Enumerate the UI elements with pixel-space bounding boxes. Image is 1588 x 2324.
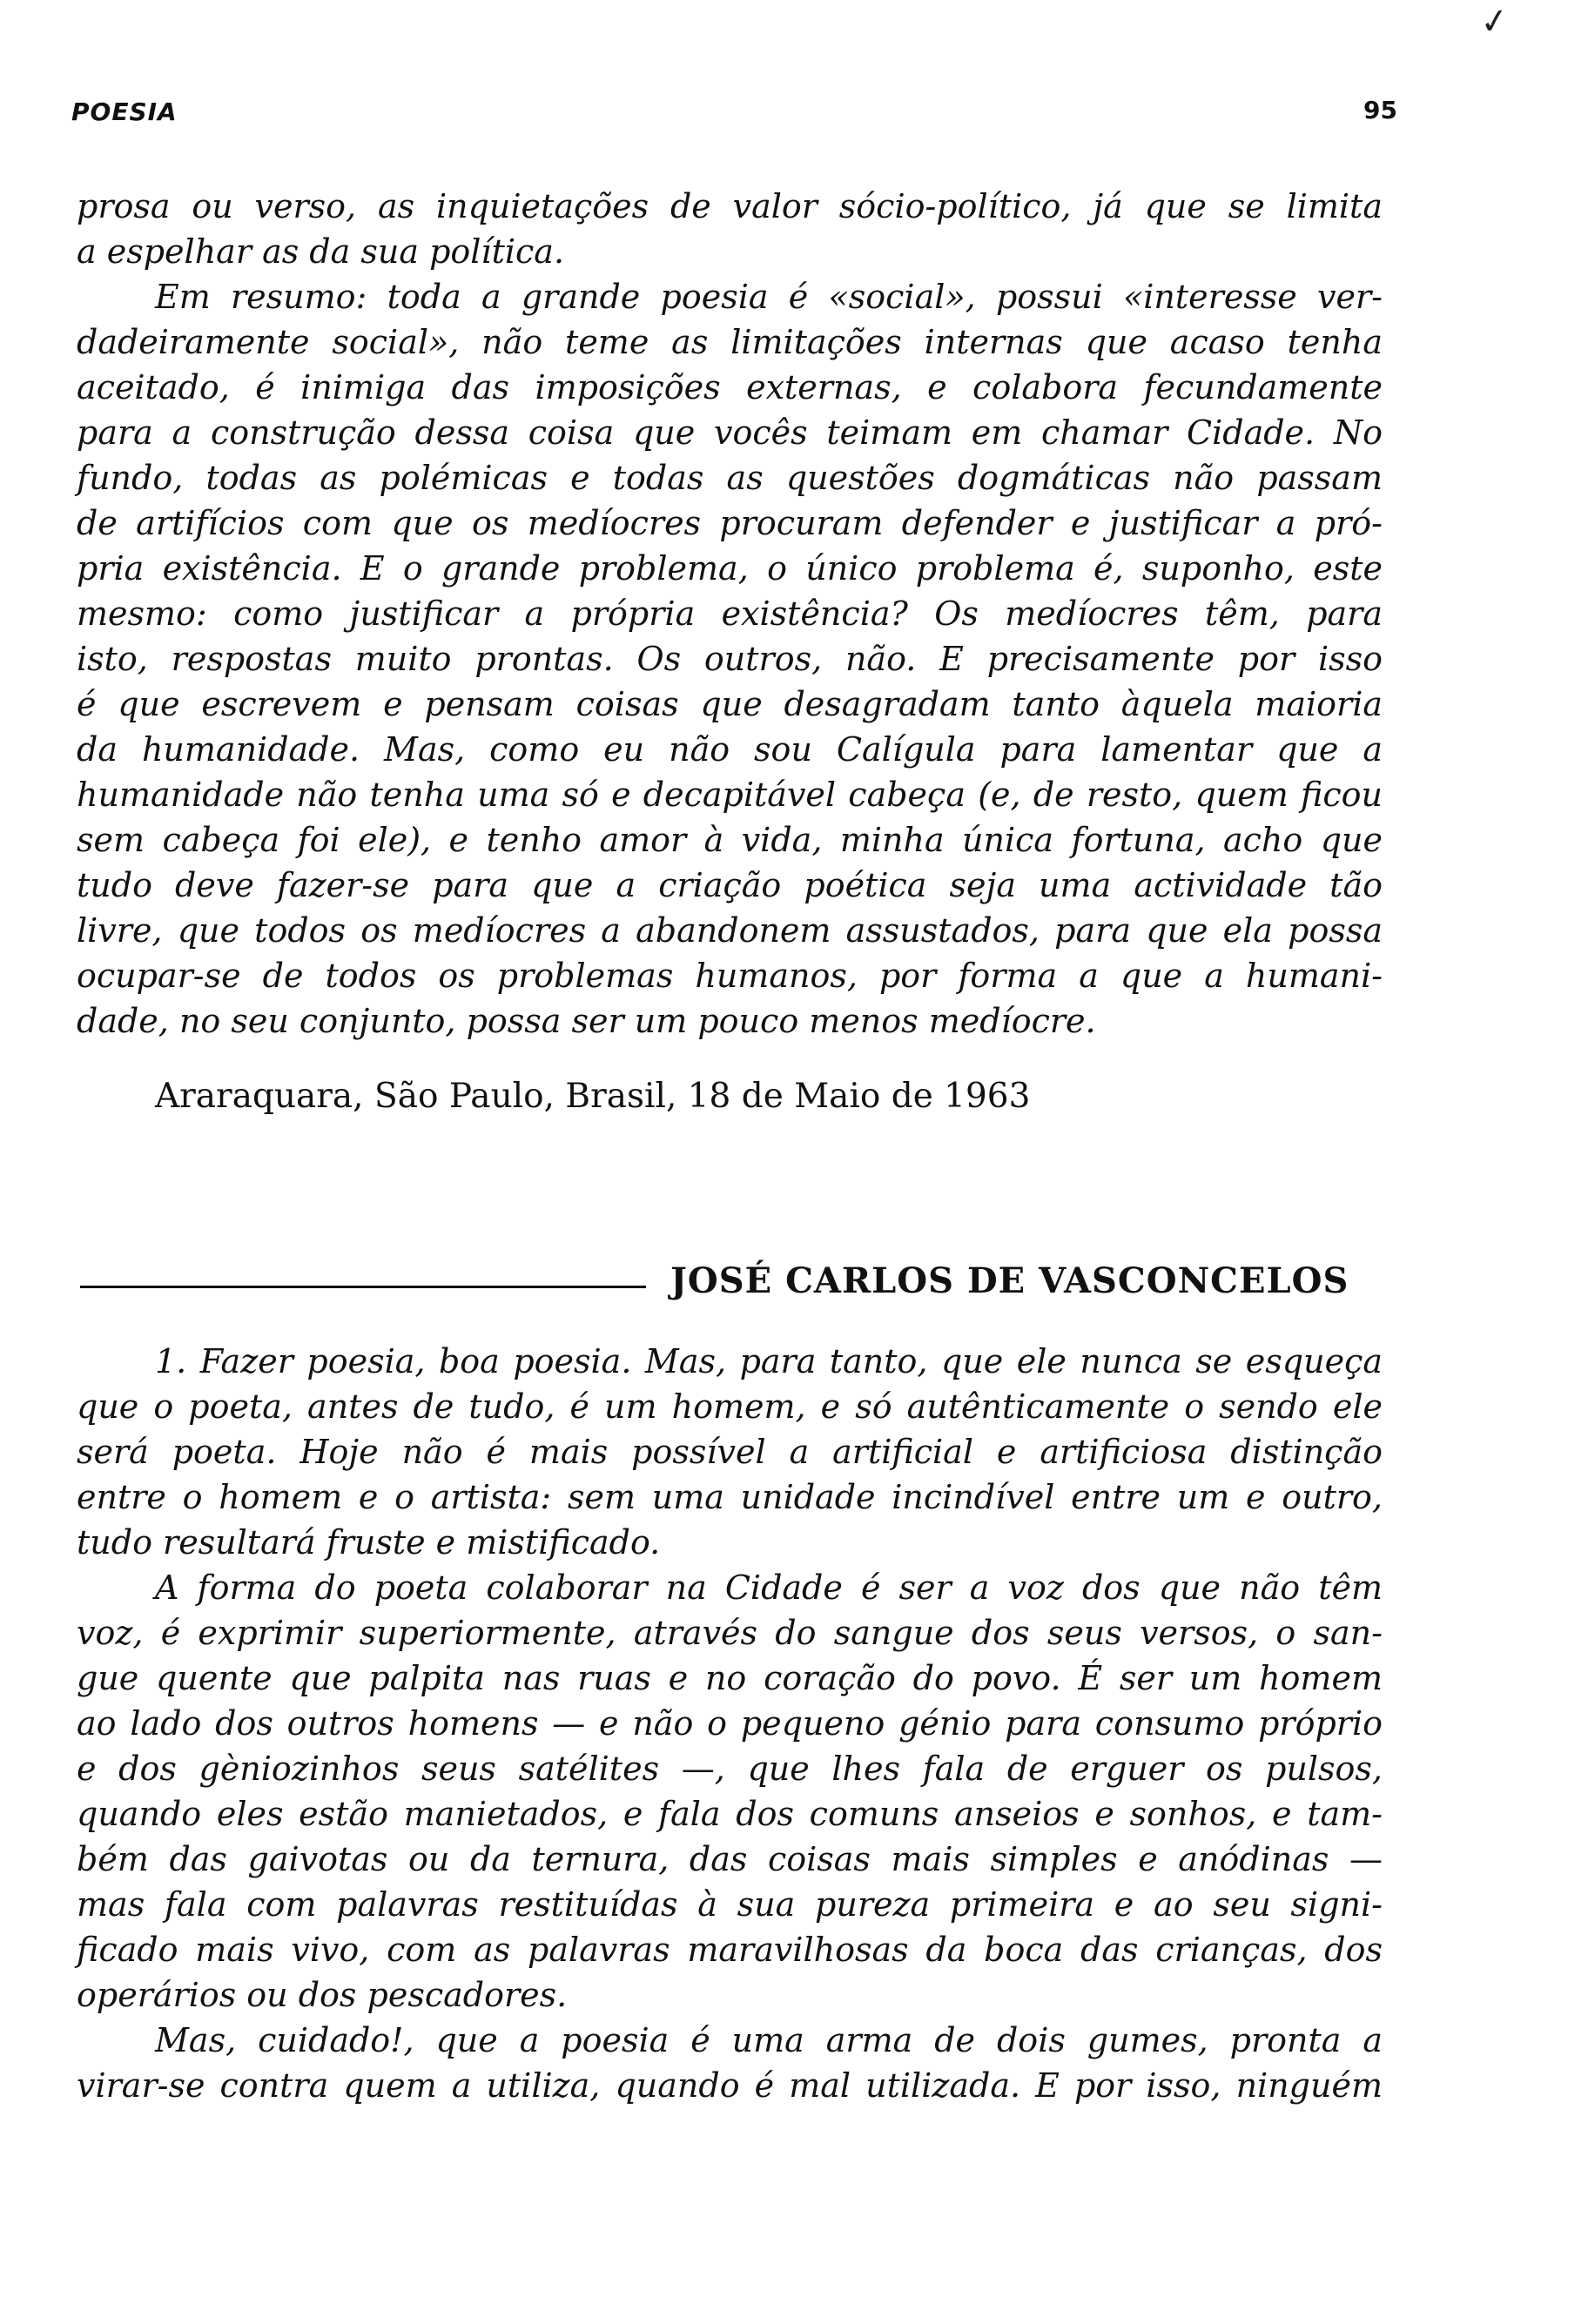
text-line: fundo, todas as polémicas e todas as questões dogmáticas não passam (77, 459, 1383, 497)
text-line: operários ou dos pescadores. (77, 1976, 568, 2014)
text-line: dade, no seu conjunto, possa ser um pouco menos medíocre. (77, 1002, 1096, 1040)
text-line: será poeta. Hoje não é mais possível a artificial e artificiosa distinção (77, 1433, 1383, 1471)
text-line: A forma do poeta colaborar na Cidade é ser a voz dos que não têm (155, 1568, 1383, 1607)
text-line: 1. Fazer poesia, boa poesia. Mas, para tanto, que ele nunca se esqueça (155, 1342, 1383, 1380)
text-line: de artifícios com que os medíocres procuram defender e justificar a pró- (77, 504, 1383, 542)
text-line: a espelhar as da sua política. (77, 232, 565, 271)
text-line: ficado mais vivo, com as palavras maravilhosas da boca das crianças, dos (77, 1931, 1383, 1969)
text-line: tudo deve fazer-se para que a criação poética seja uma actividade tão (77, 866, 1383, 904)
text-line: e dos gèniozinhos seus satélites —, que lhes fala de erguer os pulsos, (77, 1750, 1383, 1788)
text-line: virar-se contra quem a utiliza, quando é mal utilizada. E por isso, ninguém (77, 2066, 1383, 2105)
text-line: aceitado, é inimiga das imposições externas, e colabora fecundamente (77, 368, 1383, 406)
dateline: Araraquara, São Paulo, Brasil, 18 de Maio de 1963 (155, 1077, 1031, 1116)
text-line: humanidade não tenha uma só e decapitável cabeça (e, de resto, quem ficou (77, 776, 1383, 814)
running-head: POESIA (71, 97, 178, 126)
text-line: bém das gaivotas ou da ternura, das coisas mais simples e anódinas — (77, 1840, 1383, 1878)
text-line: mesmo: como justificar a própria existência? Os medíocres têm, para (77, 594, 1383, 633)
text-line: pria existência. E o grande problema, o único problema é, suponho, este (77, 549, 1383, 588)
text-line: mas fala com palavras restituídas à sua pureza primeira e ao seu signi- (77, 1885, 1383, 1924)
page-number: 95 (1363, 96, 1397, 124)
text-line: isto, respostas muito prontas. Os outros, não. E precisamente por isso (77, 640, 1383, 678)
corner-check-mark: ✓ (1477, 0, 1512, 44)
text-line: gue quente que palpita nas ruas e no coração do povo. É ser um homem (77, 1659, 1383, 1697)
text-line: para a construção dessa coisa que vocês teimam em chamar Cidade. No (77, 413, 1383, 452)
text-line: da humanidade. Mas, como eu não sou Calígula para lamentar que a (77, 730, 1383, 769)
text-line: é que escrevem e pensam coisas que desagradam tanto àquela maioria (77, 685, 1383, 723)
heading-rule (80, 1286, 646, 1288)
text-line: entre o homem e o artista: sem uma unidade incindível entre um e outro, (77, 1478, 1383, 1516)
text-line: prosa ou verso, as inquietações de valor sócio-político, já que se limita (77, 187, 1383, 225)
text-line: livre, que todos os medíocres a abandonem assustados, para que ela possa (77, 911, 1383, 950)
text-line: ocupar-se de todos os problemas humanos, por forma a que a humani- (77, 957, 1383, 995)
text-line: quando eles estão manietados, e fala dos comuns anseios e sonhos, e tam- (77, 1795, 1383, 1833)
author-heading: JOSÉ CARLOS DE VASCONCELOS (670, 1260, 1349, 1301)
text-line: que o poeta, antes de tudo, é um homem, e só autênticamente o sendo ele (77, 1387, 1383, 1426)
text-line: tudo resultará fruste e mistificado. (77, 1523, 661, 1562)
text-line: voz, é exprimir superiormente, através do sangue dos seus versos, o san- (77, 1614, 1383, 1652)
text-line: Em resumo: toda a grande poesia é «social», possui «interesse ver- (155, 278, 1383, 316)
text-line: sem cabeça foi ele), e tenho amor à vida, minha única fortuna, acho que (77, 821, 1383, 859)
text-line: ao lado dos outros homens — e não o pequeno génio para consumo próprio (77, 1704, 1383, 1743)
text-line: dadeiramente social», não teme as limitações internas que acaso tenha (77, 323, 1383, 361)
text-line: Mas, cuidado!, que a poesia é uma arma de dois gumes, pronta a (155, 2021, 1383, 2059)
